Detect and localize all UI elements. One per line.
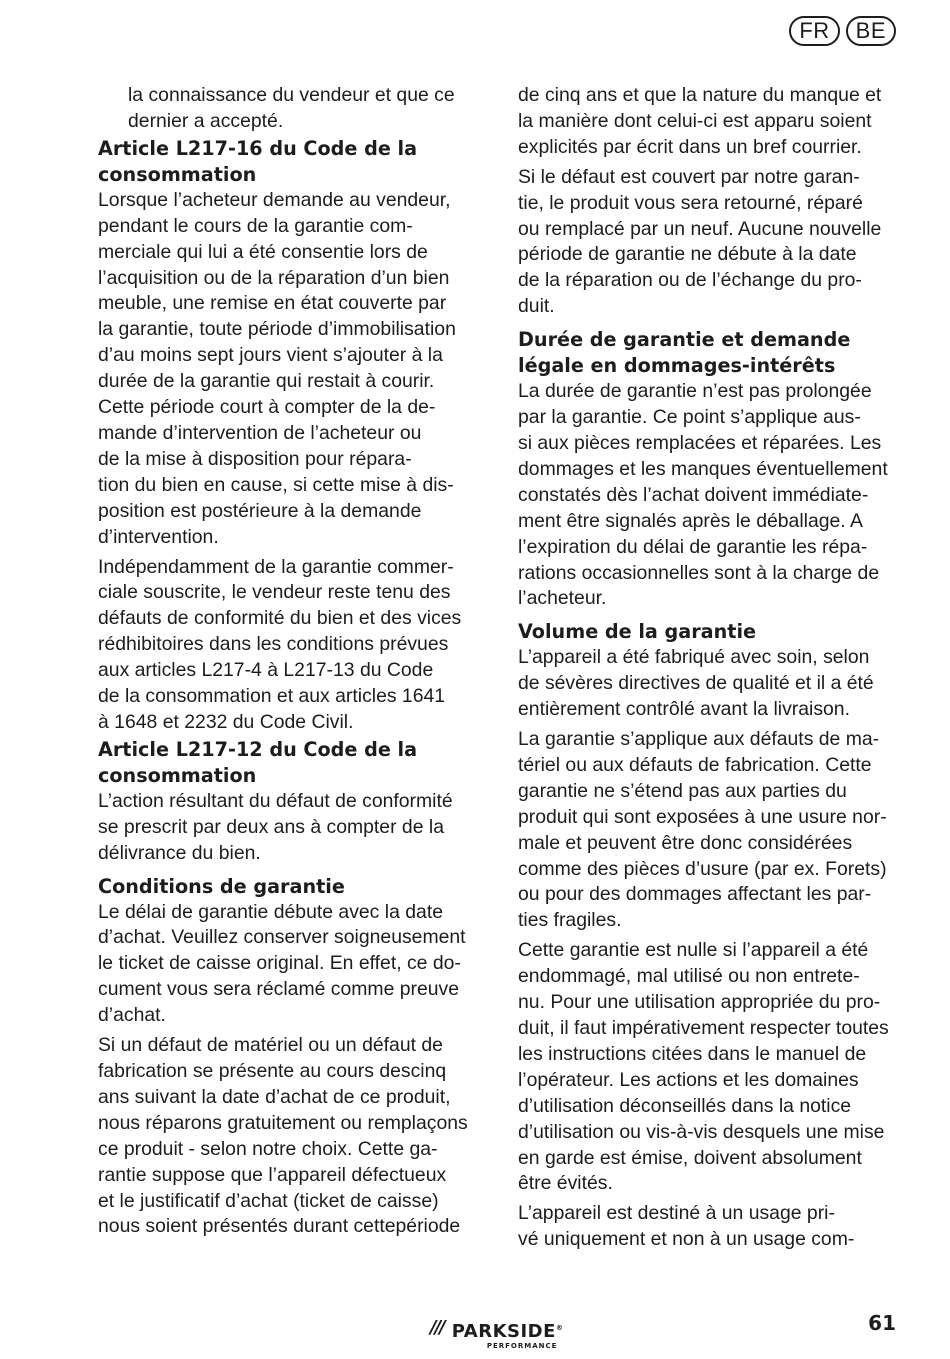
paragraph-private-use (518, 1201, 903, 1253)
text-line: L’action résultant du défaut de conformité (98, 789, 453, 812)
text-line: ou remplacé par un neuf. Aucune nouvelle (518, 217, 882, 240)
text-line: tie, le produit vous sera retourné, réparé (518, 191, 863, 214)
text-line: durée de la garantie qui restait à courir. (98, 370, 435, 393)
text-line: cument vous sera réclamé comme preuve (98, 978, 460, 1001)
text-line: merciale qui lui a été consentie lors de (98, 240, 428, 263)
text-line: défauts de conformité du bien et des vices (98, 607, 462, 630)
text-line: duit, il faut impérativement respecter toutes (518, 1017, 889, 1039)
text-line: rédhibitoires dans les conditions prévues (98, 633, 449, 656)
text-line: Volume de la garantie (518, 620, 757, 644)
text-line: La garantie s’applique aux défauts de ma- (518, 728, 880, 751)
language-badge-be: BE (846, 16, 896, 46)
text-line: fabrication se présente au cours descinq (98, 1060, 447, 1082)
text-line: pendant le cours de la garantie com- (98, 214, 413, 237)
text-line: ment être signalés après le déballage. A (518, 509, 863, 532)
text-line: d’au moins sept jours vient s’ajouter à la (98, 344, 443, 367)
text-line: d’utilisation déconseillés dans la notice (518, 1094, 852, 1117)
text-line: Si un défaut de matériel ou un défaut de (98, 1034, 443, 1057)
text-line: l’acheteur. (518, 587, 607, 610)
logo-brand-subtitle: PERFORMANCE (486, 1342, 558, 1350)
paragraph-commercial-warranty (98, 555, 483, 736)
text-line: rations occasionnelles sont à la charge de (518, 561, 880, 584)
text-line: Article L217-16 du Code de la (98, 136, 418, 160)
text-line: nous soient présentés durant cettepériode (98, 1215, 461, 1238)
heading-volume-de-la-garantie (518, 619, 903, 645)
text-line: L’appareil est destiné à un usage pri- (518, 1202, 835, 1225)
text-line: ties fragiles. (518, 909, 622, 932)
text-line: duit. (518, 295, 555, 318)
parkside-logo (430, 1318, 563, 1350)
text-line: tériel ou aux défauts de fabrication. Cette (518, 753, 872, 776)
text-line: ans suivant la date d’achat de ce produit, (98, 1085, 451, 1108)
text-line: ciale souscrite, le vendeur reste tenu des (98, 581, 451, 604)
text-line: d’achat. Veuillez conserver soigneusement (98, 926, 466, 949)
text-line: position est postérieure à la demande (98, 499, 422, 522)
paragraph-continued (98, 83, 483, 135)
text-line: L’appareil a été fabriqué avec soin, selon (518, 646, 870, 669)
text-line: ou pour des dommages affectant les par- (518, 883, 872, 906)
text-line: endommagé, mal utilisé ou non entrete- (518, 965, 860, 988)
heading-article-l217-12 (98, 737, 483, 789)
paragraph-warranty-start (98, 900, 483, 1030)
text-line: La durée de garantie n’est pas prolongée (518, 380, 872, 403)
text-line: dommages et les manques éventuellement (518, 457, 888, 480)
page-number: 61 (868, 1311, 896, 1335)
paragraph-l217-12-text (98, 789, 483, 867)
text-line: la garantie, toute période d’immobilisation (98, 318, 456, 341)
text-line: Cette période court à compter de la de- (98, 396, 436, 419)
text-line: aux articles L217-4 à L217-13 du Code (98, 659, 434, 682)
paragraph-manufacturing-quality (518, 645, 903, 723)
text-line: male et peuvent être donc considérées (518, 831, 853, 854)
text-line: en garde est émise, doivent absolument (518, 1146, 862, 1169)
text-line: Indépendamment de la garantie commer- (98, 555, 454, 578)
text-line: d’achat. (98, 1004, 166, 1027)
text-line: de la mise à disposition pour répara- (98, 447, 412, 470)
text-line: Lorsque l’acheteur demande au vendeur, (98, 188, 451, 211)
text-line: Le délai de garantie débute avec la date (98, 900, 443, 923)
text-line: constatés dès l’achat doivent immédiate- (518, 483, 869, 506)
text-line: délivrance du bien. (98, 841, 261, 864)
text-line: de la consommation et aux articles 1641 (98, 685, 446, 708)
text-line: consommation (98, 162, 257, 186)
text-line: la connaissance du vendeur et que ce (128, 84, 455, 106)
text-line: de cinq ans et que la nature du manque et (518, 84, 882, 106)
paragraph-defect-repair (98, 1033, 483, 1240)
text-line: la manière dont celui-ci est apparu soient (518, 109, 872, 132)
text-line: comme des pièces d’usure (par ex. Forets) (518, 857, 887, 880)
text-line: si aux pièces remplacées et réparées. Les (518, 431, 882, 454)
text-line: Durée de garantie et demande (518, 328, 851, 352)
text-line: nous réparons gratuitement ou remplaçons (98, 1111, 468, 1134)
text-line: Cette garantie est nulle si l’appareil a été (518, 939, 869, 962)
language-badges (789, 16, 896, 46)
text-line: tion du bien en cause, si cette mise à dis- (98, 473, 454, 496)
text-line: Conditions de garantie (98, 874, 345, 898)
text-line: de la réparation ou de l’échange du pro- (518, 269, 862, 292)
text-line: d’utilisation ou vis-à-vis desquels une mise (518, 1120, 885, 1143)
right-column (518, 83, 903, 1253)
text-line: période de garantie ne débute à la date (518, 243, 857, 266)
paragraph-covered-defect (518, 165, 903, 320)
text-line: l’expiration du délai de garantie les répa- (518, 535, 868, 558)
text-line: d’intervention. (98, 525, 219, 548)
text-line: nu. Pour une utilisation appropriée du pro- (518, 991, 881, 1014)
paragraph-l217-16-text (98, 188, 483, 551)
heading-duree-de-garantie (518, 327, 903, 379)
text-line: à 1648 et 2232 du Code Civil. (98, 710, 354, 733)
paragraph-warranty-void (518, 938, 903, 1197)
text-line: entièrement contrôlé avant la livraison. (518, 698, 850, 721)
logo-brand-name: PARKSIDE® (451, 1321, 564, 1342)
text-line: ce produit - selon notre choix. Cette ga- (98, 1137, 438, 1160)
text-line: vé uniquement et non à un usage com- (518, 1228, 855, 1251)
text-line: l’opérateur. Les actions et les domaines (518, 1068, 859, 1091)
text-line: rantie suppose que l’appareil défectueux (98, 1163, 447, 1186)
heading-conditions-de-garantie (98, 874, 483, 900)
text-line: être évités. (518, 1172, 613, 1195)
text-line: Si le défaut est couvert par notre garan- (518, 165, 860, 188)
text-line: consommation (98, 763, 257, 787)
text-line: se prescrit par deux ans à compter de la (98, 815, 444, 838)
text-line: par la garantie. Ce point s’applique aus- (518, 406, 861, 429)
text-line: garantie ne s’étend pas aux parties du (518, 779, 847, 802)
text-line: légale en dommages-intérêts (518, 354, 836, 378)
text-line: le ticket de caisse original. En effet, ce do- (98, 952, 461, 975)
text-line: Article L217-12 du Code de la (98, 737, 418, 761)
left-column (98, 83, 483, 1240)
text-line: dernier a accepté. (128, 109, 284, 132)
heading-article-l217-16 (98, 136, 483, 188)
text-line: meuble, une remise en état couverte par (98, 292, 447, 315)
paragraph-defect-description (518, 83, 903, 161)
text-line: explicités par écrit dans un bref courrier. (518, 135, 862, 158)
paragraph-warranty-duration (518, 379, 903, 612)
text-line: produit qui sont exposées à une usure nor- (518, 805, 887, 828)
language-badge-fr: FR (789, 16, 839, 46)
paragraph-warranty-scope (518, 727, 903, 934)
logo-slashes-icon: /// (430, 1317, 444, 1338)
text-line: l’acquisition ou de la réparation d’un bien (98, 266, 450, 289)
text-line: mande d’intervention de l’acheteur ou (98, 421, 422, 444)
text-line: et le justificatif d’achat (ticket de caisse) (98, 1189, 439, 1212)
text-line: les instructions citées dans le manuel de (518, 1042, 867, 1065)
text-line: de sévères directives de qualité et il a été (518, 672, 874, 695)
